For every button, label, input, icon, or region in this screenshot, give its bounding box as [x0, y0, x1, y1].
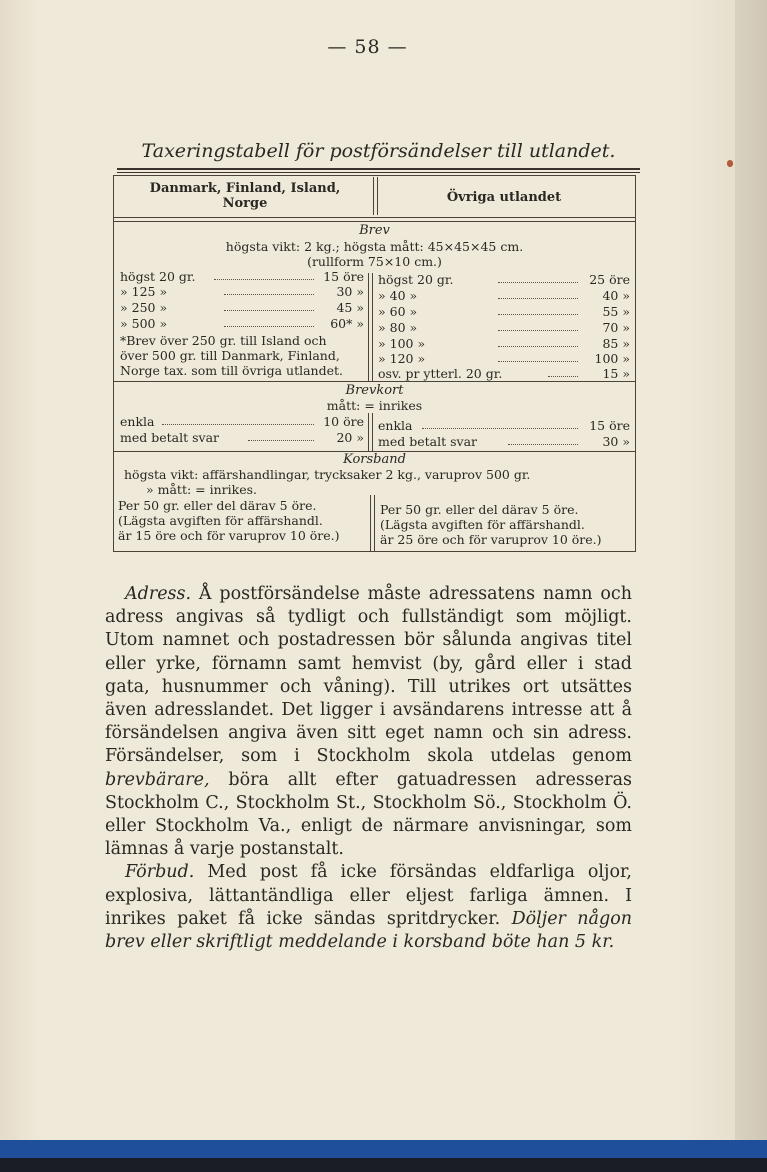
brevkort-size: mått: = inrikes: [326, 398, 423, 413]
paragraph-forbud: Förbud. Med post få icke försändas eldfarliga oljor, explosiva, lättantändliga eller eljest farliga ämnen. I inrikes paket få icke sändas spritdrycker. Döljer någon brev eller skriftligt meddelande i korsband böte han 5 kr.: [105, 862, 633, 953]
title-rule: [117, 172, 640, 173]
brev-roll-form: (rullform 75×10 cm.): [307, 254, 442, 269]
page-number: — 58 —: [327, 36, 408, 58]
korsband-size: » mått: = inrikes.: [146, 482, 257, 497]
brev-note: över 500 gr. till Danmark, Finland,: [120, 348, 340, 363]
body-text: [105, 583, 632, 954]
heading-forbud: Förbud.: [125, 862, 195, 883]
korsband-right-min: är 25 öre och för varuprov 10 öre.): [380, 532, 602, 547]
rate-table: Danmark, Finland, Island, Norge Övriga utlandet Brev högsta vikt: 2 kg.; högsta mått: 45×45×45 cm. (rullform 75×10 cm.) högst 20 gr. 15 öre » 125 » 30 » » 250 » 45 » » 500 » 60* » *Brev över 250 gr. till Island och över 500 gr. till Danmark, Finland, Norge tax. som till övriga utlandet. högst 20 gr. 25 öre » 40 » 40 » » 60 » 55 » » 80 » 70 » » 100 » 85 » » 120 » 100 » osv. pr ytterl. 20 gr. 15 » Brevkort mått: = inrikes enkla 10 öre med betalt svar 20 » enkla 15 öre med betalt svar 30 » Korsband högsta vikt: affärshandlingar, trycksaker 2 kg., varuprov 500 gr. » mått: = inrikes. Per 50 gr. eller del därav 5 öre. (Lägsta avgiften för affärshandl. är 15 öre och för varuprov 10 öre.) Per 50 gr. eller del därav 5 öre. (Lägsta avgiften för affärshandl. är 25 öre och för varuprov 10 öre.): [113, 175, 636, 552]
header-left: Danmark, Finland, Island, Norge: [149, 181, 341, 211]
section-title-korsband: Korsband: [343, 452, 406, 467]
korsband-weight: högsta vikt: affärshandlingar, trycksaker 2 kg., varuprov 500 gr.: [124, 467, 531, 482]
korsband-left-min: är 15 öre och för varuprov 10 öre.): [118, 528, 340, 543]
brev-limits: högsta vikt: 2 kg.; högsta mått: 45×45×45 cm.: [225, 239, 524, 254]
header-right: Övriga utlandet: [446, 190, 562, 205]
paragraph-adress: Adress. Å postförsändelse måste adressatens namn och adress angivas så tydligt och fullständigt som möjligt. Utom namnet och postadressen bör sålunda angivas titel eller yrke, förnamn samt hemvist (by, gård eller i stad gata, husnummer och våning). Till utrikes ort utsättes även adresslandet. Det ligger i avsändarens intresse att å försändelsen angiva även sitt eget namn och sin adress. Försändelser, som i Stockholm skola utdelas genom brevbärare, böra allt efter gatuadressen adresseras Stockholm C., Stockholm St., Stockholm Sö., Stockholm Ö. eller Stockholm Va., enligt de närmare anvisningar, som lämnas å varje postanstalt.: [105, 584, 632, 860]
korsband-left-min: (Lägsta avgiften för affärshandl.: [118, 513, 323, 528]
title-rule: [117, 168, 640, 170]
brev-note: Norge tax. som till övriga utlandet.: [120, 363, 343, 378]
ink-spot: [727, 160, 733, 167]
korsband-right-rate: Per 50 gr. eller del därav 5 öre.: [380, 502, 579, 517]
section-title-brev: Brev: [359, 223, 390, 238]
korsband-left-rate: Per 50 gr. eller del därav 5 öre.: [118, 498, 317, 513]
heading-adress: Adress.: [125, 584, 192, 604]
korsband-right-min: (Lägsta avgiften för affärshandl.: [380, 517, 585, 532]
table-title: Taxeringstabell för postförsändelser till utlandet.: [141, 140, 616, 162]
section-title-brevkort: Brevkort: [345, 383, 404, 398]
page-edge: [735, 0, 767, 1148]
brev-note: *Brev över 250 gr. till Island och: [120, 333, 327, 348]
book-cover-edge: [0, 1140, 767, 1172]
